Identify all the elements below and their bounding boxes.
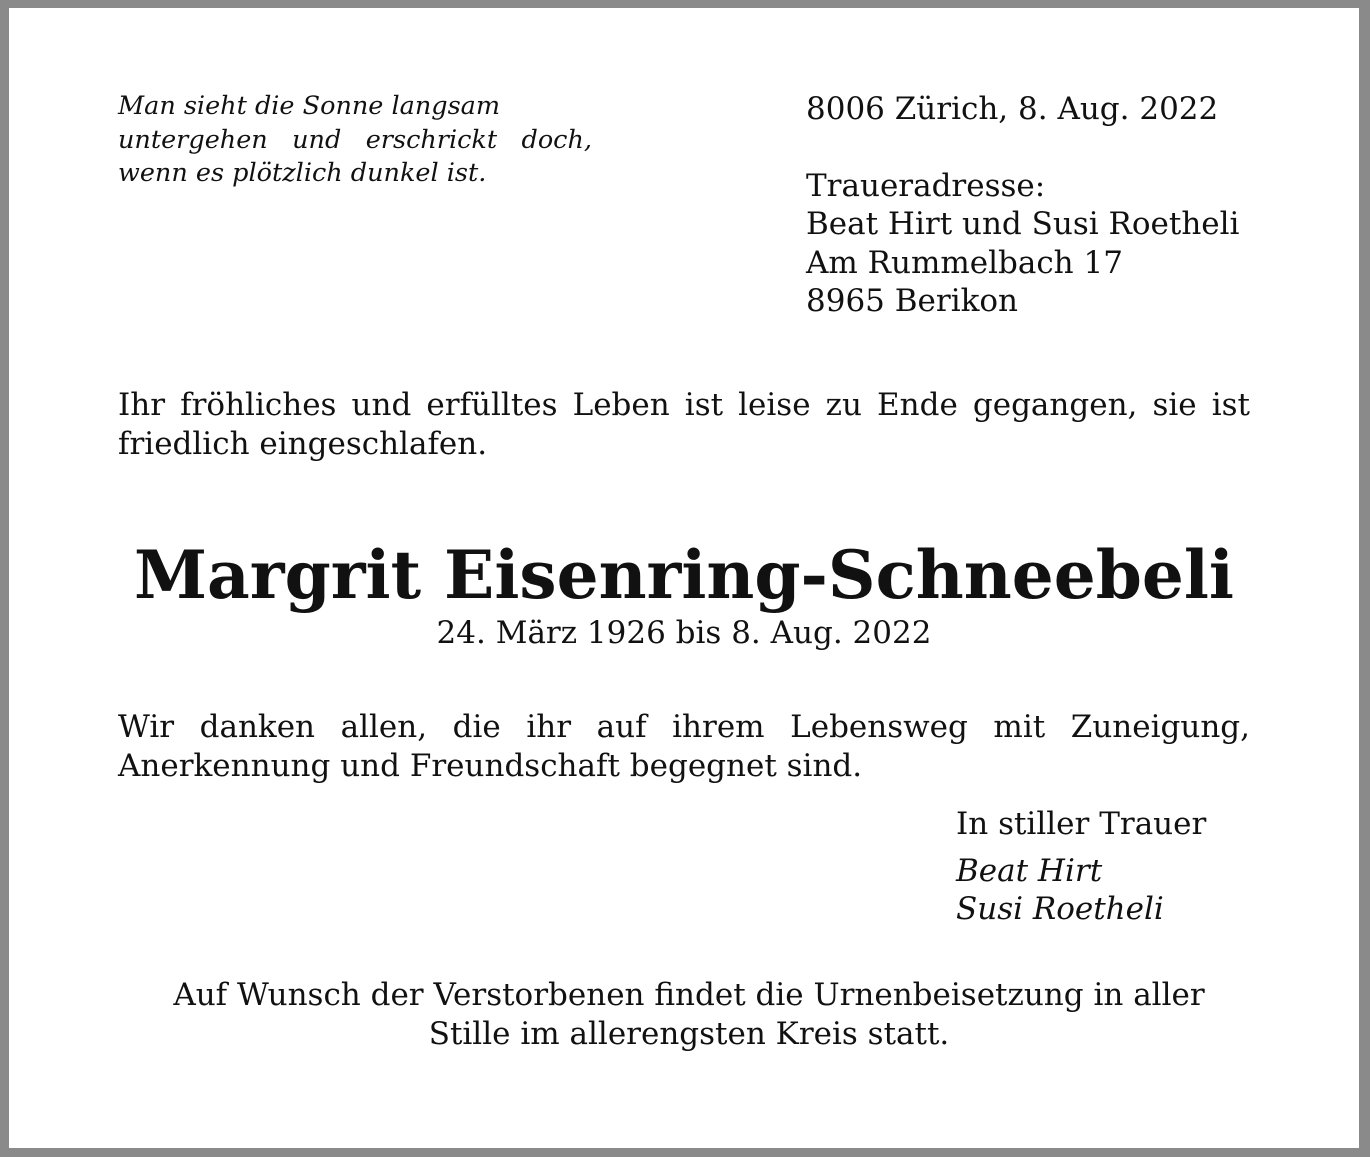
- quote-line-3: wenn es plötzlich dunkel ist.: [118, 158, 487, 188]
- thanks-line-2: Anerkennung und Freundschaft begegnet sind.: [118, 747, 863, 784]
- quote-block: [118, 90, 592, 191]
- closing-note: [9, 976, 1369, 1053]
- thanks-paragraph: [118, 708, 1250, 785]
- intro-line-2: friedlich eingeschlafen.: [118, 425, 488, 462]
- closing-line-1: Auf Wunsch der Verstorbenen findet die Urnenbeisetzung in aller: [173, 977, 1205, 1013]
- thanks-line-1: Wir danken allen, die ihr auf ihrem Lebensweg mit Zuneigung,: [118, 709, 1250, 745]
- mourning-address-street: Am Rummelbach 17: [806, 244, 1123, 281]
- closing-line-2: Stille im allerengsten Kreis statt.: [428, 1015, 950, 1052]
- mourner-names: [956, 852, 1206, 929]
- quote-line-1: Man sieht die Sonne langsam: [118, 91, 501, 121]
- spacer: [806, 129, 1239, 167]
- quote-line-2: untergehen und erschrickt doch,: [118, 124, 592, 155]
- deceased-name: Margrit Eisenring-Schneebeli: [133, 536, 1235, 614]
- signature-block: [956, 805, 1206, 929]
- obituary-page: [9, 8, 1359, 1148]
- mourning-address-names: Beat Hirt und Susi Roetheli: [806, 206, 1240, 242]
- intro-paragraph: [118, 386, 1250, 463]
- mourner-name-1: Beat Hirt: [956, 852, 1103, 889]
- intro-line-1: Ihr fröhliches und erfülltes Leben ist leise zu Ende gegangen, sie ist: [118, 387, 1250, 423]
- mourning-address-label: Traueradresse:: [806, 167, 1046, 204]
- place-and-address: [806, 90, 1239, 321]
- mourning-address-city: 8965 Berikon: [806, 283, 1019, 319]
- place-date: 8006 Zürich, 8. Aug. 2022: [806, 91, 1219, 127]
- signature-heading: In stiller Trauer: [956, 806, 1207, 842]
- life-dates: 24. März 1926 bis 8. Aug. 2022: [436, 615, 932, 651]
- mourner-name-2: Susi Roetheli: [956, 891, 1164, 927]
